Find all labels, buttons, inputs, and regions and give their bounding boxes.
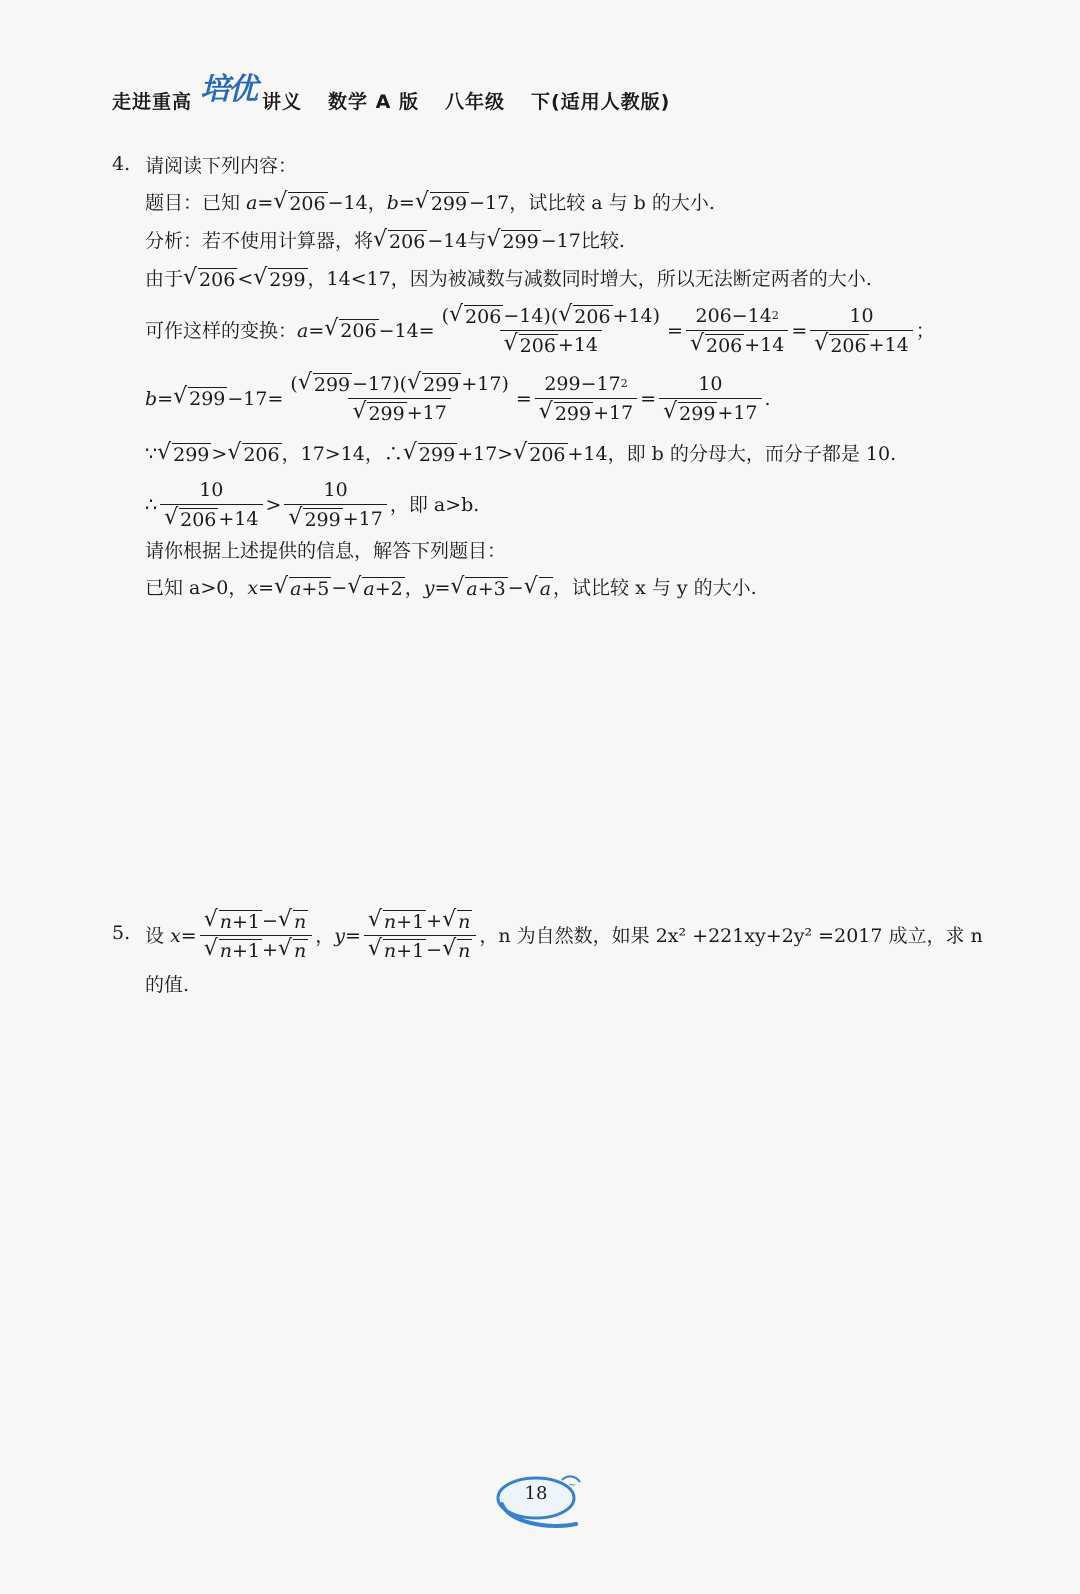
q4-because-tail: ，14<17，因为被减数与减数同时增大，所以无法断定两者的大小. [307,268,872,290]
q4-because-prefix: 由于 [145,268,184,290]
q5-prefix: 设 [145,924,165,947]
q5-line: 设 x = √ n+1 − √ n √ n+1 + √ n ， y = √ n+1 + √ n √ n+1 − √ n ，n 为自然数，如果 2x² +221xy+2y² =2017 成立，求 n [145,906,983,962]
series-prefix: 走进重高 [112,91,193,113]
q4-analysis-prefix: 分析：若不使用计算器，将 [145,230,374,252]
q4-task-tail: ，试比较 x 与 y 的大小. [553,577,757,599]
q4-topic-tail: ，试比较 a 与 b 的大小. [509,192,715,214]
q4-because-line: 由于 √ 206 < √ 299 ，14<17，因为被减数与减数同时增大，所以无法断定两者的大小. [145,264,872,291]
q4-intro [145,153,297,179]
q4-conclusion-tail: ，即 a>b. [389,493,480,516]
q4-transform-a: 可作这样的变换： a = √ 206 −14= ( √ 206 −14)( √ 206 +14) √ 206 +14 = 206−14 2 √ 206 +14 = 10 √ 206 +14 ； [145,301,935,357]
q4-transform-b: b = √ 299 −17= ( √ 299 −17)( √ 299 +17) √ 299 +17 = 299−17 2 √ 299 +17 = 10 √ 299 +17 . [145,369,771,425]
q4-intro-text: 请阅读下列内容： [145,155,298,177]
series-suffix: 讲义 [262,91,303,113]
grade-label: 八年级 [444,91,505,113]
q4-reason-line: ∵ √ 299 > √ 206 ，17>14，∴ √ 299 +17> √ 206 +14 ，即 b 的分母大，而分子都是 10. [145,439,897,466]
q4-transform-prefix: 可作这样的变换： [145,319,298,342]
question-4-number: 4. [112,153,131,175]
q4-instruction-line [145,538,506,564]
page-header [112,54,670,114]
q4-conclusion-line: ∴ 10 √ 206 +14 > 10 √ 299 +17 ，即 a>b. [145,479,480,531]
question-5-number: 5. [112,922,131,944]
q4-reason-tail: ，即 b 的分母大，而分子都是 10. [607,443,897,465]
q4-task-prefix: 已知 a>0， [145,577,248,599]
q5-mid: ，n 为自然数，如果 2x² +221xy+2y² =2017 成立，求 n [479,924,983,947]
q4-analysis-tail: 比较. [580,230,625,252]
page-number: 18 [524,1483,548,1504]
q5-line-2 [145,972,189,998]
q4-topic-prefix: 题目：已知 [145,192,241,214]
series-logo: 培优 [200,72,257,107]
subject-label: 数学 A 版 [328,91,419,113]
q5-line2-text: 的值. [145,974,190,996]
q4-task-line: 已知 a>0， x = √ a+5 − √ a+2 ， y = √ a+3 − √ a ，试比较 x 与 y 的大小. [145,573,757,600]
q4-analysis-mid: 与 [467,230,487,252]
edition-label: 下(适用人教版) [530,91,671,113]
q4-analysis-line: 分析：若不使用计算器，将 √ 206 −14 与 √ 299 −17 比较. [145,226,625,253]
q4-instruction: 请你根据上述提供的信息，解答下列题目： [145,540,507,562]
q4-topic-line: 题目：已知 a = √ 206 −14， b = √ 299 −17 ，试比较 a 与 b 的大小. [145,188,715,215]
svg-text:~: ~ [568,1480,577,1491]
